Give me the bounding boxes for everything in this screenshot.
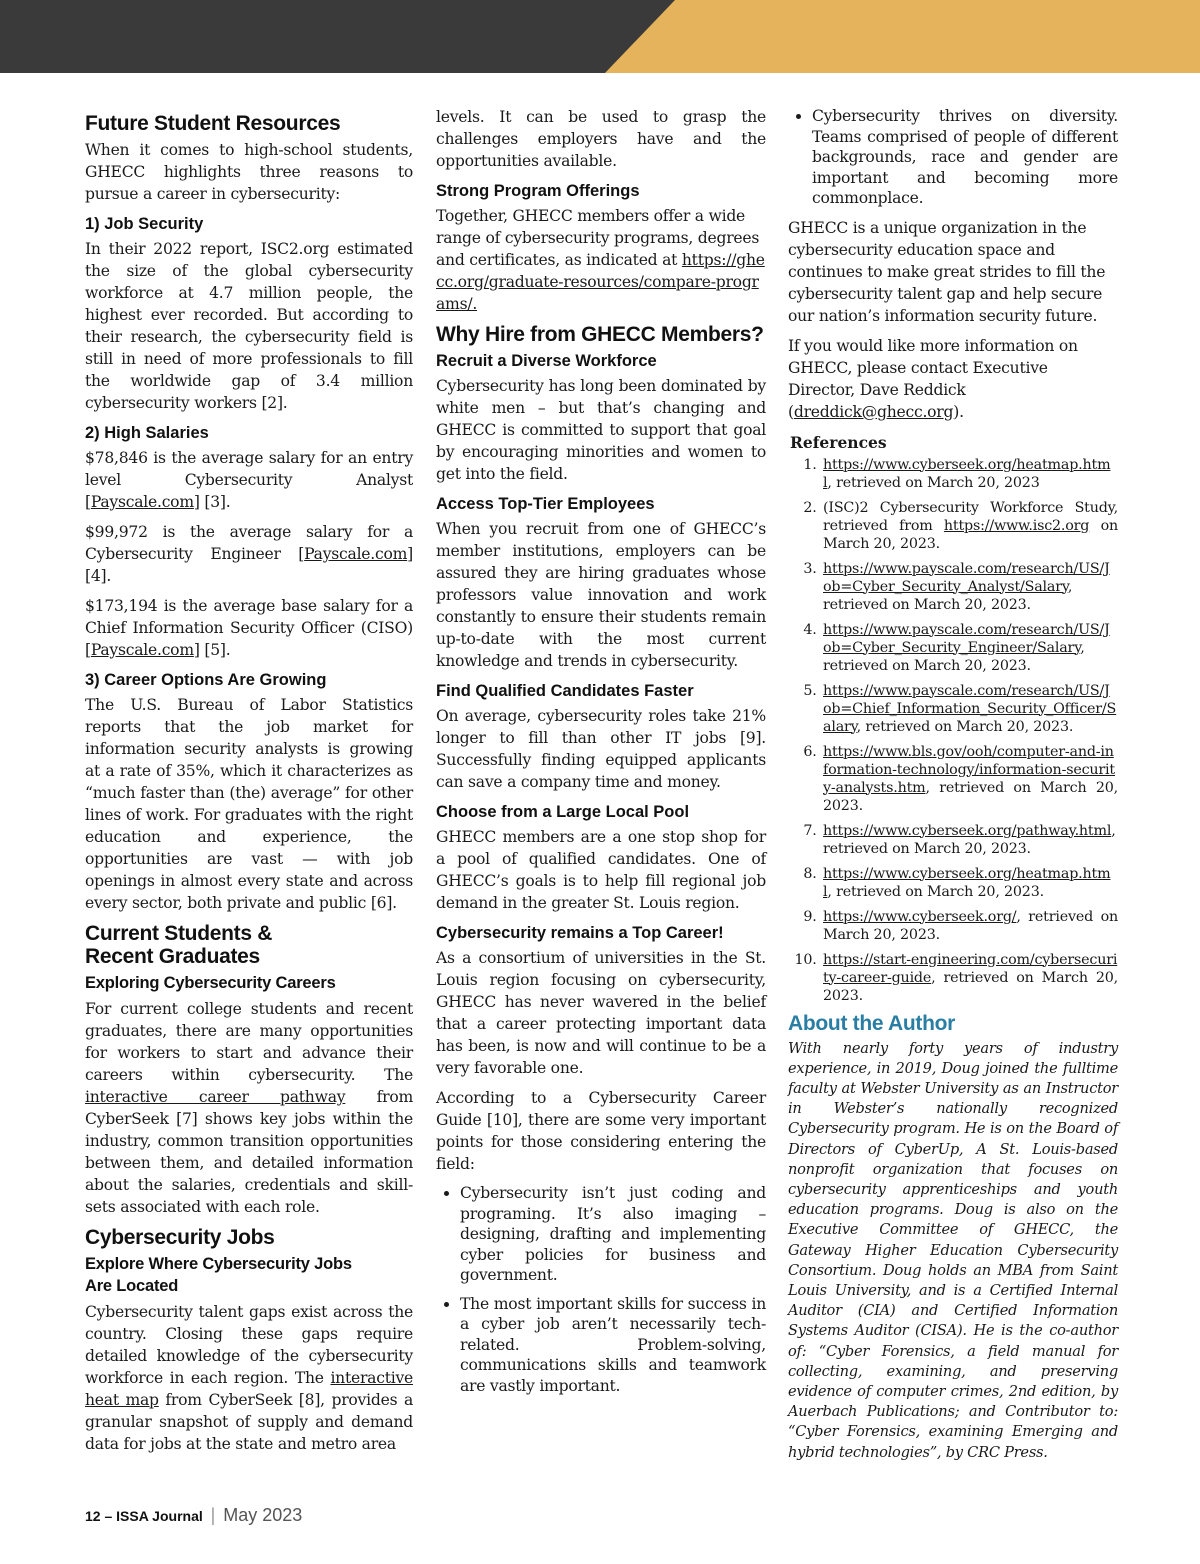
reference-text: , retrieved on March 20, 2023. — [823, 578, 1073, 613]
author-bio: With nearly forty years of industry experience, in 2019, Doug joined the fulltime faculty at Webster University as an Instructor in Webster’s nationally recognized Cybersecurity program. He is on the Board of Directors of CyberUp, A St. Louis-based nonprofit organization that focuses on cybersecurity apprenticeships and youth education programs. Doug is also on the Executive Committee of GHECC, the Gateway Higher Education Cybersecurity Consortium. Doug holds an MBA from Saint Louis University, and is a Certified Internal Auditor (CIA) and Certified Information Systems Auditor (CISA). He is the co-author of: “Cyber Forensics, a field manual for collecting, examining, and preserving evidence of computer crimes, 2nd edition, by Auerbach Publications; and Contributor to: “Cyber Forensics, examining Emerging and hybrid technologies”, by CRC Press. — [788, 1039, 1118, 1461]
career-options-text: The U.S. Bureau of Labor Statistics reports that the job market for information security analysts is growing at a rate of 35%, which it characterizes as “much faster than (the) average” for other lines of work. For graduates with the right education and experience, the opportunities are vast — with job openings in almost every state and across every sector, both private and public [6]. — [85, 696, 413, 912]
job-security-heading: 1) Job Security — [85, 215, 204, 233]
reference-link[interactable]: https://www.isc2.org — [943, 517, 1090, 534]
reference-text: , retrieved on March 20, 2023. — [823, 908, 1118, 943]
current-students-title-line2: Recent Graduates — [85, 945, 260, 968]
explore-jobs-heading-line1: Explore Where Cybersecurity Jobs — [85, 1255, 352, 1273]
column-1 — [85, 106, 413, 1463]
career-options-heading: 3) Career Options Are Growing — [85, 671, 327, 689]
reference-text: , retrieved on March 20, 2023. — [827, 883, 1044, 900]
qualified-faster-heading: Find Qualified Candidates Faster — [436, 682, 694, 700]
reference-item — [821, 822, 1118, 858]
payscale-link-analyst[interactable]: Payscale.com — [90, 493, 194, 511]
salary-engineer-text — [85, 521, 413, 587]
compare-programs-link[interactable]: https://ghecc.org/graduate-resources/compare-programs/. — [436, 251, 765, 313]
local-pool-heading: Choose from a Large Local Pool — [436, 803, 690, 821]
salary-ciso-text — [85, 595, 413, 661]
reference-item — [821, 682, 1118, 736]
references-list — [788, 456, 1118, 1005]
heat-map-link[interactable]: interactive heat map — [85, 1369, 413, 1409]
payscale-link-engineer[interactable]: Payscale.com — [304, 545, 408, 563]
footer-separator: | — [210, 1505, 216, 1525]
exploring-careers-heading: Exploring Cybersecurity Careers — [85, 974, 336, 992]
salary-engineer-pre: $99,972 is the average salary for a Cybersecurity Engineer [ — [85, 523, 413, 563]
reference-item — [821, 743, 1118, 815]
contact-email-link[interactable]: dreddick@ghecc.org — [793, 402, 954, 421]
issue-date: May 2023 — [223, 1505, 303, 1525]
jobs-text-post: from CyberSeek [8], provides a granular snapshot of supply and demand data for jobs at the state and metro area — [85, 1391, 413, 1453]
qualified-faster-text: On average, cybersecurity roles take 21% longer to fill than other IT jobs [9]. Successfully finding equipped applicants can save a company time and money. — [436, 707, 766, 791]
payscale-link-ciso[interactable]: Payscale.com — [90, 641, 194, 659]
page-footer — [85, 1505, 302, 1526]
career-guide-bullets — [436, 1183, 766, 1396]
future-students-intro: When it comes to high-school students, GHECC highlights three reasons to pursue a career in cybersecurity: — [85, 141, 413, 203]
reference-link[interactable]: https://start-engineering.com/cybersecurity-career-guide — [823, 951, 1118, 986]
reference-text: , retrieved on March 20, 2023. — [823, 822, 1116, 857]
ghecc-unique-text: GHECC is a unique organization in the cybersecurity education space and continues to make great strides to fill the cybersecurity talent gap and help secure our nation’s information security future. — [788, 218, 1106, 325]
reference-item — [821, 865, 1118, 901]
reference-link[interactable]: https://www.cyberseek.org/heatmap.html — [823, 456, 1111, 491]
jobs-text-pre: Cybersecurity talent gaps exist across the country. Closing these gaps require detailed knowledge of the cybersecurity workforce in each region. The — [85, 1303, 413, 1387]
top-tier-heading: Access Top-Tier Employees — [436, 495, 655, 513]
local-pool-text: GHECC members are a one stop shop for a pool of qualified candidates. One of GHECC’s goals is to help fill regional job demand in the greater St. Louis region. — [436, 828, 766, 912]
current-students-text — [85, 998, 413, 1218]
list-item: • Cybersecurity thrives on diversity. Teams comprised of people of different backgrounds, race and gender are important and becoming more commonplace. — [812, 106, 1118, 209]
banner-accent-band — [605, 0, 1200, 73]
reference-text: , retrieved on March 20, 2023. — [823, 969, 1118, 1004]
reference-link[interactable]: https://www.payscale.com/research/US/Job=Cyber_Security_Engineer/Salary — [823, 621, 1110, 656]
reference-link[interactable]: https://www.cyberseek.org/pathway.html — [823, 822, 1112, 839]
reference-link[interactable]: https://www.bls.gov/ooh/computer-and-information-technology/information-security-analysts.htm — [823, 743, 1115, 796]
explore-jobs-heading-line2: Are Located — [85, 1277, 179, 1295]
reference-text: on March 20, 2023. — [823, 517, 1118, 552]
program-offerings-pre: Together, GHECC members offer a wide range of cybersecurity programs, degrees and certificates, as indicated at — [436, 207, 760, 269]
reference-item — [821, 560, 1118, 614]
top-career-text: As a consortium of universities in the St. Louis region focusing on cybersecurity, GHECC has never wavered in the belief that a career protecting important data has been, is now and will continue to be a very favorable one. — [436, 949, 766, 1077]
career-guide-text: According to a Cybersecurity Career Guide [10], there are some very important points for those considering entering the field: — [436, 1089, 766, 1173]
reference-link[interactable]: https://www.cyberseek.org/ — [823, 908, 1017, 925]
column-2 — [436, 106, 766, 1404]
reference-text: , retrieved on March 20, 2023. — [823, 639, 1085, 674]
salary-analyst-post: ] [3]. — [193, 493, 231, 511]
jobs-text — [85, 1301, 413, 1455]
diverse-workforce-text: Cybersecurity has long been dominated by white men – but that’s changing and GHECC is committed to support that goal by encouraging minorities and women to get into the field. — [436, 377, 766, 483]
job-security-text: In their 2022 report, ISC2.org estimated the size of the global cybersecurity workforce at 4.7 million people, the highest ever recorded. But according to their research, the cybersecurity field is still in need of more professionals to fill the worldwide gap of 3.4 million cybersecurity workers [2]. — [85, 240, 413, 412]
reference-item — [821, 621, 1118, 675]
list-item: • The most important skills for success in a cyber job aren’t necessarily tech-related. Problem-solving, communications skills and teamwork are vastly important. — [460, 1294, 766, 1397]
reference-item — [821, 456, 1118, 492]
reference-pre: (ISC)2 Cybersecurity Workforce Study, retrieved from — [823, 499, 1118, 534]
references-heading: References — [790, 432, 887, 452]
salary-analyst-text — [85, 447, 413, 513]
salary-ciso-post: ] [5]. — [193, 641, 231, 659]
column-3 — [788, 106, 1118, 1463]
diverse-workforce-heading: Recruit a Diverse Workforce — [436, 352, 657, 370]
reference-text: , retrieved on March 20, 2023. — [856, 718, 1074, 735]
about-author-title: About the Author — [788, 1011, 956, 1035]
reference-item — [821, 499, 1118, 553]
current-students-title-line1: Current Students & — [85, 922, 273, 945]
reference-link[interactable]: https://www.payscale.com/research/US/Job=Chief_Information_Security_Officer/Salary — [823, 682, 1117, 735]
top-career-heading: Cybersecurity remains a Top Career! — [436, 924, 724, 942]
why-hire-title: Why Hire from GHECC Members? — [436, 323, 764, 346]
contact-text — [788, 335, 1118, 423]
top-banner — [0, 0, 1200, 73]
page-number-publication: 12 – ISSA Journal — [85, 1508, 203, 1524]
continuation-text: levels. It can be used to grasp the challenges employers have and the opportunities available. — [436, 108, 766, 170]
reference-item — [821, 951, 1118, 1005]
salary-engineer-post: ] [4]. — [85, 545, 413, 585]
explore-jobs-heading — [85, 1253, 413, 1297]
career-pathway-link[interactable]: interactive career pathway — [85, 1088, 346, 1106]
program-offerings-heading: Strong Program Offerings — [436, 182, 640, 200]
program-offerings-text — [436, 205, 766, 315]
current-students-post: from CyberSeek [7] shows key jobs within the industry, common transition opportunities between them, and detailed information about the salaries, credentials and skill-sets associated with each role. — [85, 1088, 413, 1216]
reference-text: , retrieved on March 20, 2023. — [823, 779, 1118, 814]
reference-link[interactable]: https://www.payscale.com/research/US/Job=Cyber_Security_Analyst/Salary — [823, 560, 1110, 595]
list-item: • Cybersecurity isn’t just coding and programing. It’s also imaging – designing, drafting and implementing cyber policies for business and government. — [460, 1183, 766, 1286]
current-students-title — [85, 922, 413, 968]
salary-analyst-pre: $78,846 is the average salary for an entry level Cybersecurity Analyst [ — [85, 449, 413, 511]
contact-pre: If you would like more information on GHECC, please contact Executive Director, Dave Reddick ( — [788, 336, 1078, 421]
cybersecurity-jobs-title: Cybersecurity Jobs — [85, 1226, 275, 1249]
diversity-bullets — [788, 106, 1118, 209]
future-student-resources-title: Future Student Resources — [85, 112, 341, 135]
contact-post: ). — [953, 402, 964, 421]
reference-item — [821, 908, 1118, 944]
salary-ciso-pre: $173,194 is the average base salary for a Chief Information Security Officer (CISO) [ — [85, 597, 413, 659]
top-tier-text: When you recruit from one of GHECC’s member institutions, employers can be assured they are hiring graduates whose professors value innovation and work constantly to ensure their students remain up-to-date with the most current knowledge and trends in cybersecurity. — [436, 520, 766, 670]
current-students-pre: For current college students and recent graduates, there are many opportunities for workers to start and advance their careers within cybersecurity. The — [85, 1000, 413, 1084]
reference-link[interactable]: https://www.cyberseek.org/heatmap.html — [823, 865, 1111, 900]
high-salaries-heading: 2) High Salaries — [85, 424, 209, 442]
reference-text: , retrieved on March 20, 2023 — [827, 474, 1040, 491]
